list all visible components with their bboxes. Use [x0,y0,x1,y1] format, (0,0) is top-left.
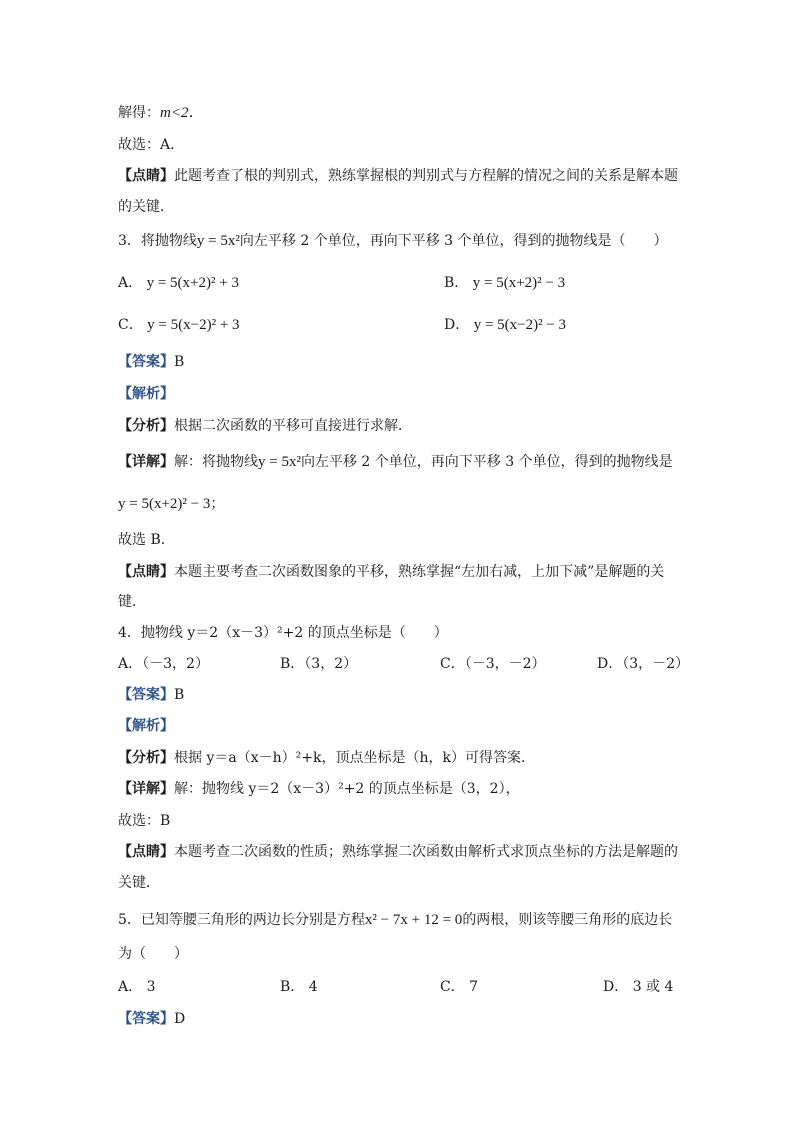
q3-comment: 【点睛】本题主要考查二次函数图象的平移，熟练掌握“左加右减，上加下减”是解题的关 [118,564,665,580]
q3-comment-2: 键． [118,594,146,610]
q4-xiangjie: 【详解】解：抛物线 y＝2（x－3）²+2 的顶点坐标是（3，2）， [118,781,520,797]
result-expression: y = 5(x+2)² − 3 [118,496,211,512]
q4-analysis [118,716,174,736]
xiangjie-tag: 【详解】 [118,781,174,797]
xiangjie-tag: 【详解】 [118,454,174,470]
q4-option-d: D．（3，－2） [597,656,690,672]
q4-option-c: C．（－3，－2） [440,656,546,672]
analysis-tag: 【解析】 [118,718,174,734]
fenxi-tag: 【分析】 [118,418,174,434]
q4-comment-2: 关键． [118,875,160,891]
comment-tag: 【点睛】 [118,844,174,860]
q3-option-d: D． y = 5(x−2)² − 3 [444,317,567,333]
q4-answer: 【答案】B [118,687,185,703]
comment-line-2: 的关键． [118,199,174,215]
q5-answer: 【答案】D [118,1011,186,1027]
q3-answer: 【答案】B [118,354,185,370]
comment-tag: 【点睛】 [118,168,174,184]
q3-option-b: B． y = 5(x+2)² − 3 [444,275,566,291]
choose-line: 故选：A． [118,137,185,153]
answer-tag: 【答案】 [118,354,174,370]
q3-option-a: A． y = 5(x+2)² + 3 [118,275,239,291]
comment-line [118,166,678,186]
q4-choose: 故选：B [118,813,171,829]
comment-text: 此题考查了根的判别式，熟练掌握根的判别式与方程解的情况之间的关系是解本题 [174,168,678,184]
q5-option-c: C． 7 [440,979,479,995]
stem-expression: y = 5x² [196,233,240,249]
q3-result: y = 5(x+2)² − 3； [118,496,225,512]
fenxi-tag: 【分析】 [118,750,174,766]
comment-tag: 【点睛】 [118,564,174,580]
solve-line [118,103,203,123]
analysis-tag: 【解析】 [118,386,174,402]
solve-result: m<2． [160,105,204,121]
question-4-stem: 4．抛物线 y＝2（x－3）²+2 的顶点坐标是（ ） [118,625,448,641]
q5-option-a: A． 3 [118,979,156,995]
question-3-stem: 3．将抛物线y = 5x²向左平移 2 个单位，再向下平移 3 个单位，得到的抛物线是（ ） [118,233,668,249]
q4-option-b: B．（3，2） [280,656,358,672]
question-5-stem: 5．已知等腰三角形的两边长分别是方程x² − 7x + 12 = 0的两根，则该等腰三角形的底边长 [118,912,673,928]
q5-option-d: D． 3 或 4 [603,979,674,995]
answer-tag: 【答案】 [118,1011,174,1027]
q3-fenxi: 【分析】根据二次函数的平移可直接进行求解． [118,418,412,434]
question-number: 3． [118,233,141,249]
q4-comment: 【点睛】本题考查二次函数的性质；熟练掌握二次函数由解析式求顶点坐标的方法是解题的 [118,844,678,860]
q4-option-a: A．（－3，2） [118,656,209,672]
q3-choose: 故选 B． [118,532,175,548]
q3-xiangjie: 【详解】解：将抛物线y = 5x²向左平移 2 个单位，再向下平移 3 个单位，得到的抛物线是 [118,454,673,470]
question-5-stem-2: 为（ ） [118,946,188,962]
q4-fenxi: 【分析】根据 y＝a（x－h）²+k，顶点坐标是（h，k）可得答案． [118,750,535,766]
stem-expression: x² − 7x + 12 = 0 [364,912,463,928]
question-number: 5． [118,912,141,928]
q3-option-c: C． y = 5(x−2)² + 3 [118,317,240,333]
question-number: 4． [118,625,141,641]
q5-option-b: B． 4 [280,979,318,995]
answer-tag: 【答案】 [118,687,174,703]
solve-label: 解得： [118,105,160,121]
q3-analysis [118,384,174,404]
